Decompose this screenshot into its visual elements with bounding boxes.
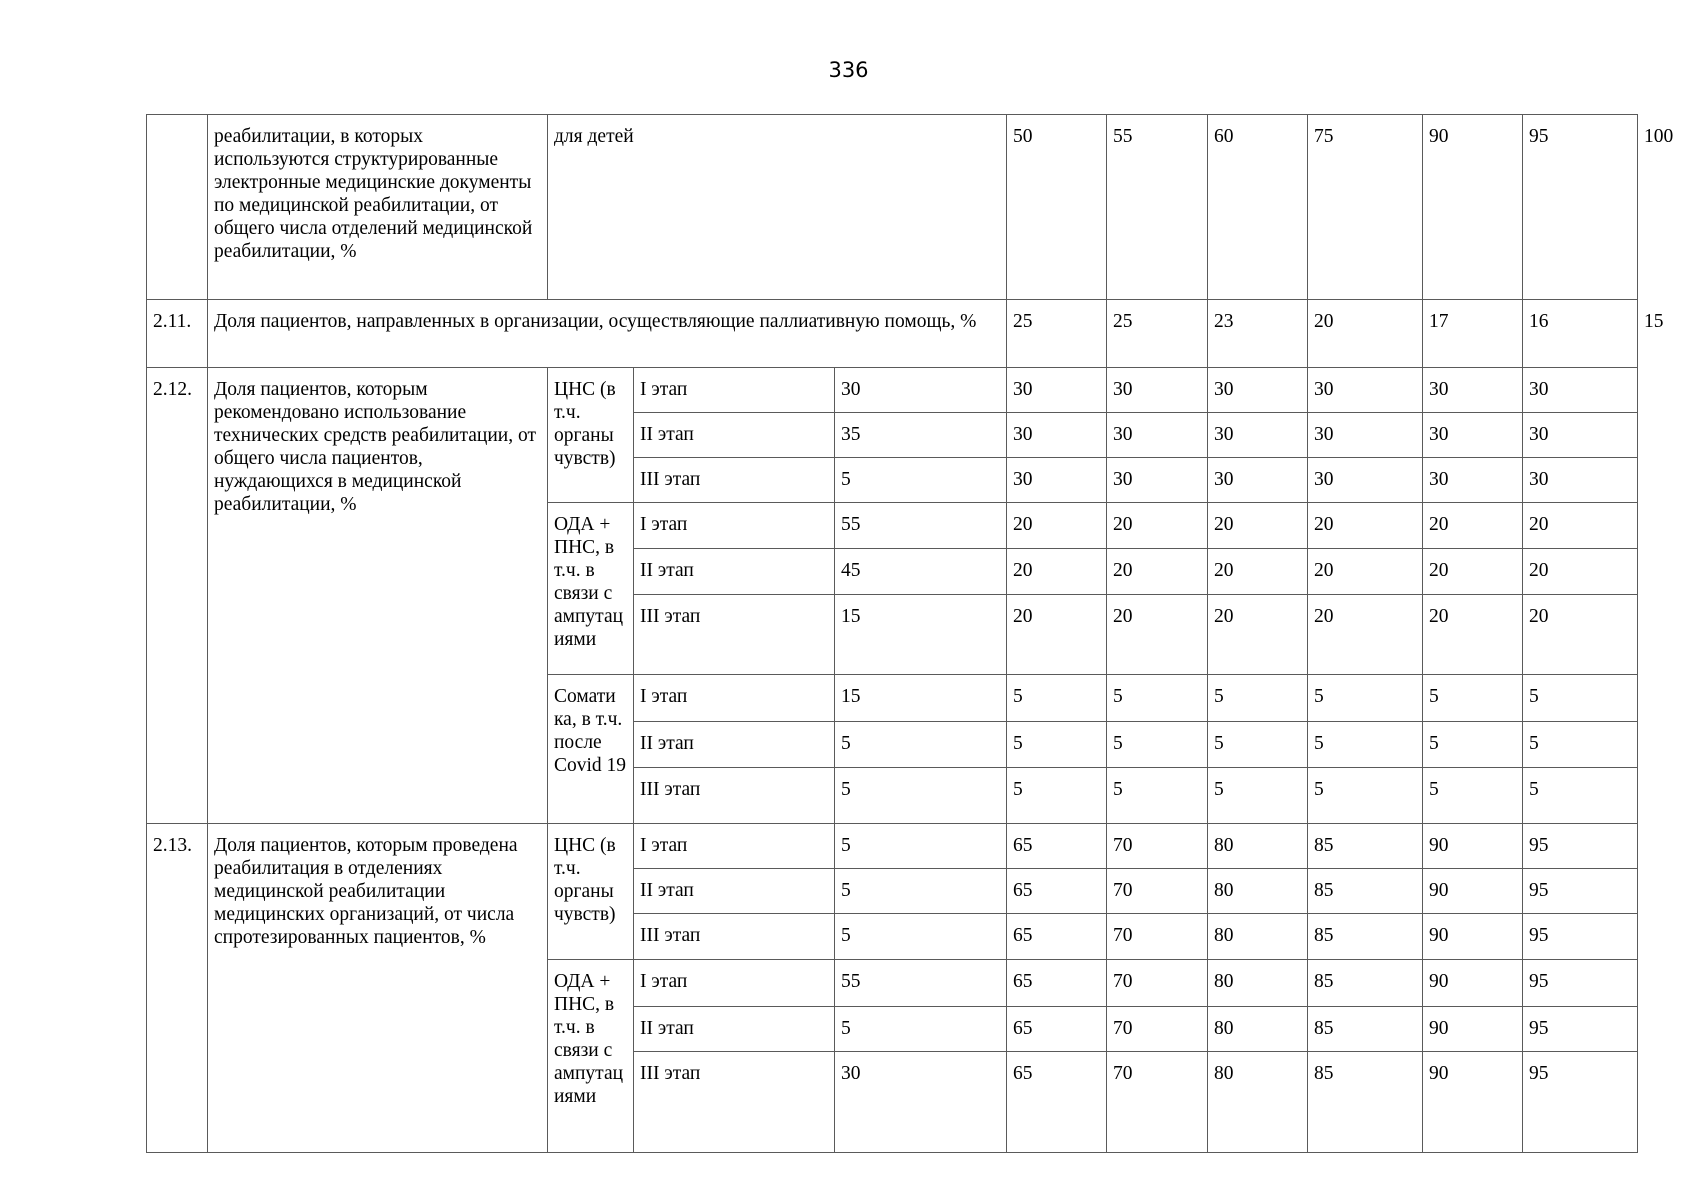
value-cell: 20 bbox=[1208, 503, 1308, 549]
value-cell: 20 bbox=[1007, 549, 1107, 595]
number-cell bbox=[147, 115, 208, 300]
page-number: 336 bbox=[828, 58, 869, 82]
value-cell: 25 bbox=[1007, 300, 1107, 368]
value-cell: 30 bbox=[835, 1052, 1007, 1153]
value-cell: 20 bbox=[1208, 595, 1308, 675]
stage-cell: II этап bbox=[634, 413, 835, 458]
value-cell: 90 bbox=[1423, 914, 1523, 960]
value-cell: 80 bbox=[1208, 1052, 1308, 1153]
value-cell: 85 bbox=[1308, 914, 1423, 960]
group-cell: ЦНС (в т.ч. органы чувств) bbox=[548, 368, 634, 503]
value-cell: 20 bbox=[1107, 549, 1208, 595]
stage-cell: I этап bbox=[634, 824, 835, 869]
value-cell: 95 bbox=[1523, 869, 1638, 914]
value-cell: 30 bbox=[1208, 413, 1308, 458]
value-cell: 85 bbox=[1308, 869, 1423, 914]
indicators-table bbox=[146, 114, 1674, 1153]
value-cell: 30 bbox=[1308, 413, 1423, 458]
value-cell: 80 bbox=[1208, 960, 1308, 1007]
value-cell: 20 bbox=[1423, 595, 1523, 675]
value-cell: 75 bbox=[1308, 115, 1423, 300]
number-cell: 2.12. bbox=[147, 368, 208, 824]
stage-cell: III этап bbox=[634, 595, 835, 675]
value-cell: 95 bbox=[1523, 960, 1638, 1007]
value-cell: 70 bbox=[1107, 869, 1208, 914]
value-cell: 30 bbox=[1208, 458, 1308, 503]
group-cell: ЦНС (в т.ч. органы чувств) bbox=[548, 824, 634, 960]
value-cell: 80 bbox=[1208, 824, 1308, 869]
value-cell: 5 bbox=[1308, 768, 1423, 824]
value-cell: 30 bbox=[1523, 368, 1638, 413]
value-cell: 20 bbox=[1007, 595, 1107, 675]
value-cell: 90 bbox=[1423, 960, 1523, 1007]
value-cell: 5 bbox=[835, 768, 1007, 824]
stage-cell: II этап bbox=[634, 722, 835, 768]
value-cell: 30 bbox=[835, 368, 1007, 413]
value-cell: 90 bbox=[1423, 115, 1523, 300]
value-cell: 20 bbox=[1523, 503, 1638, 549]
value-cell: 5 bbox=[1423, 722, 1523, 768]
value-cell: 95 bbox=[1523, 115, 1638, 300]
stage-cell: III этап bbox=[634, 914, 835, 960]
value-cell: 70 bbox=[1107, 914, 1208, 960]
value-cell: 65 bbox=[1007, 824, 1107, 869]
value-cell: 5 bbox=[1308, 722, 1423, 768]
number-cell: 2.11. bbox=[147, 300, 208, 368]
value-cell: 30 bbox=[1208, 368, 1308, 413]
value-cell: 30 bbox=[1423, 458, 1523, 503]
value-cell: 80 bbox=[1208, 1007, 1308, 1052]
value-cell: 60 bbox=[1208, 115, 1308, 300]
value-cell: 5 bbox=[835, 914, 1007, 960]
value-cell: 90 bbox=[1423, 1052, 1523, 1153]
value-cell: 55 bbox=[1107, 115, 1208, 300]
value-cell: 80 bbox=[1208, 914, 1308, 960]
stage-cell: I этап bbox=[634, 960, 835, 1007]
value-cell: 30 bbox=[1308, 458, 1423, 503]
value-cell: 30 bbox=[1308, 368, 1423, 413]
stage-cell: I этап bbox=[634, 675, 835, 722]
value-cell: 20 bbox=[1523, 595, 1638, 675]
table-row bbox=[147, 824, 1638, 869]
value-cell: 20 bbox=[1208, 549, 1308, 595]
value-cell: 20 bbox=[1423, 549, 1523, 595]
value-cell: 35 bbox=[835, 413, 1007, 458]
value-cell: 17 bbox=[1423, 300, 1523, 368]
stage-cell: I этап bbox=[634, 503, 835, 549]
value-cell: 80 bbox=[1208, 869, 1308, 914]
value-cell: 5 bbox=[1107, 722, 1208, 768]
value-cell: 70 bbox=[1107, 1007, 1208, 1052]
value-cell: 65 bbox=[1007, 1052, 1107, 1153]
value-cell: 15 bbox=[835, 595, 1007, 675]
value-cell: 55 bbox=[835, 960, 1007, 1007]
value-cell: 5 bbox=[835, 869, 1007, 914]
stage-cell: II этап bbox=[634, 869, 835, 914]
value-cell: 20 bbox=[1423, 503, 1523, 549]
table-row: 2.11. Доля пациентов, направленных в организации, осуществляющие паллиативную помощь, % 25 25 23 20 17 16 15 bbox=[147, 300, 1638, 368]
value-cell: 23 bbox=[1208, 300, 1308, 368]
stage-cell: III этап bbox=[634, 1052, 835, 1153]
value-cell: 5 bbox=[1007, 722, 1107, 768]
table-row bbox=[147, 368, 1638, 413]
value-cell: 90 bbox=[1423, 824, 1523, 869]
value-cell: 20 bbox=[1107, 503, 1208, 549]
indicator-cell: реабилитации, в которых используются структурированные электронные медицинские документы по медицинской реабилитации, от общего числа отделений медицинской реабилитации, % bbox=[208, 115, 548, 300]
value-cell: 20 bbox=[1007, 503, 1107, 549]
value-cell: 85 bbox=[1308, 1007, 1423, 1052]
number-cell: 2.13. bbox=[147, 824, 208, 1153]
value-cell: 5 bbox=[1007, 675, 1107, 722]
value-cell: 16 bbox=[1523, 300, 1638, 368]
value-cell: 30 bbox=[1107, 413, 1208, 458]
value-cell: 20 bbox=[1308, 300, 1423, 368]
value-cell: 5 bbox=[1208, 675, 1308, 722]
value-cell: 5 bbox=[835, 722, 1007, 768]
value-cell: 95 bbox=[1523, 1052, 1638, 1153]
value-cell: 30 bbox=[1007, 368, 1107, 413]
value-cell: 30 bbox=[1107, 458, 1208, 503]
value-cell: 45 bbox=[835, 549, 1007, 595]
value-cell: 85 bbox=[1308, 824, 1423, 869]
value-cell: 20 bbox=[1308, 595, 1423, 675]
value-cell: 30 bbox=[1423, 368, 1523, 413]
value-cell: 65 bbox=[1007, 914, 1107, 960]
value-cell: 5 bbox=[1208, 722, 1308, 768]
value-cell: 5 bbox=[1423, 675, 1523, 722]
value-cell: 5 bbox=[1107, 768, 1208, 824]
value-cell: 65 bbox=[1007, 960, 1107, 1007]
value-cell: 50 bbox=[1007, 115, 1107, 300]
stage-cell: III этап bbox=[634, 768, 835, 824]
value-cell: 30 bbox=[1523, 458, 1638, 503]
value-cell: 30 bbox=[1523, 413, 1638, 458]
value-cell: 90 bbox=[1423, 1007, 1523, 1052]
value-cell: 85 bbox=[1308, 960, 1423, 1007]
value-cell: 5 bbox=[835, 1007, 1007, 1052]
value-cell: 65 bbox=[1007, 1007, 1107, 1052]
category-cell: для детей bbox=[548, 115, 1007, 300]
value-cell: 95 bbox=[1523, 824, 1638, 869]
table-row: реабилитации, в которых используются структурированные электронные медицинские документы по медицинской реабилитации, от общего числа отделений медицинской реабилитации, % для детей 50 55 60 75 90 95 100 bbox=[147, 115, 1638, 300]
value-cell: 5 bbox=[1423, 768, 1523, 824]
value-cell: 20 bbox=[1308, 503, 1423, 549]
stage-cell: I этап bbox=[634, 368, 835, 413]
value-cell: 5 bbox=[1107, 675, 1208, 722]
value-cell: 5 bbox=[1208, 768, 1308, 824]
value-cell: 55 bbox=[835, 503, 1007, 549]
value-cell: 5 bbox=[1523, 768, 1638, 824]
group-cell: ОДА + ПНС, в т.ч. в связи с ампутац иями bbox=[548, 503, 634, 675]
value-cell: 65 bbox=[1007, 869, 1107, 914]
indicator-cell: Доля пациентов, которым рекомендовано использование технических средств реабилитации, от общего числа пациентов, нуждающихся в медицинской реабилитации, % bbox=[208, 368, 548, 824]
value-cell: 95 bbox=[1523, 1007, 1638, 1052]
stage-cell: II этап bbox=[634, 1007, 835, 1052]
value-cell: 30 bbox=[1007, 413, 1107, 458]
value-cell: 5 bbox=[1523, 675, 1638, 722]
indicator-cell: Доля пациентов, которым проведена реабилитация в отделениях медицинской реабилитации медицинских организаций, от числа спротезированных пациентов, % bbox=[208, 824, 548, 1153]
value-cell: 70 bbox=[1107, 1052, 1208, 1153]
group-cell: ОДА + ПНС, в т.ч. в связи с ампутац иями bbox=[548, 960, 634, 1153]
stage-cell: III этап bbox=[634, 458, 835, 503]
value-cell: 5 bbox=[1308, 675, 1423, 722]
value-cell: 20 bbox=[1107, 595, 1208, 675]
group-cell: Сомати ка, в т.ч. после Covid 19 bbox=[548, 675, 634, 824]
value-cell: 30 bbox=[1423, 413, 1523, 458]
value-cell: 25 bbox=[1107, 300, 1208, 368]
stage-cell: II этап bbox=[634, 549, 835, 595]
value-cell: 70 bbox=[1107, 824, 1208, 869]
value-cell: 70 bbox=[1107, 960, 1208, 1007]
value-cell: 20 bbox=[1523, 549, 1638, 595]
value-cell: 85 bbox=[1308, 1052, 1423, 1153]
value-cell: 30 bbox=[1107, 368, 1208, 413]
value-cell: 5 bbox=[1007, 768, 1107, 824]
indicator-cell: Доля пациентов, направленных в организации, осуществляющие паллиативную помощь, % bbox=[208, 300, 1007, 368]
value-cell: 30 bbox=[1007, 458, 1107, 503]
value-cell: 5 bbox=[835, 458, 1007, 503]
value-cell: 20 bbox=[1308, 549, 1423, 595]
value-cell: 5 bbox=[1523, 722, 1638, 768]
value-cell: 95 bbox=[1523, 914, 1638, 960]
value-cell: 5 bbox=[835, 824, 1007, 869]
value-cell: 15 bbox=[835, 675, 1007, 722]
value-cell: 90 bbox=[1423, 869, 1523, 914]
